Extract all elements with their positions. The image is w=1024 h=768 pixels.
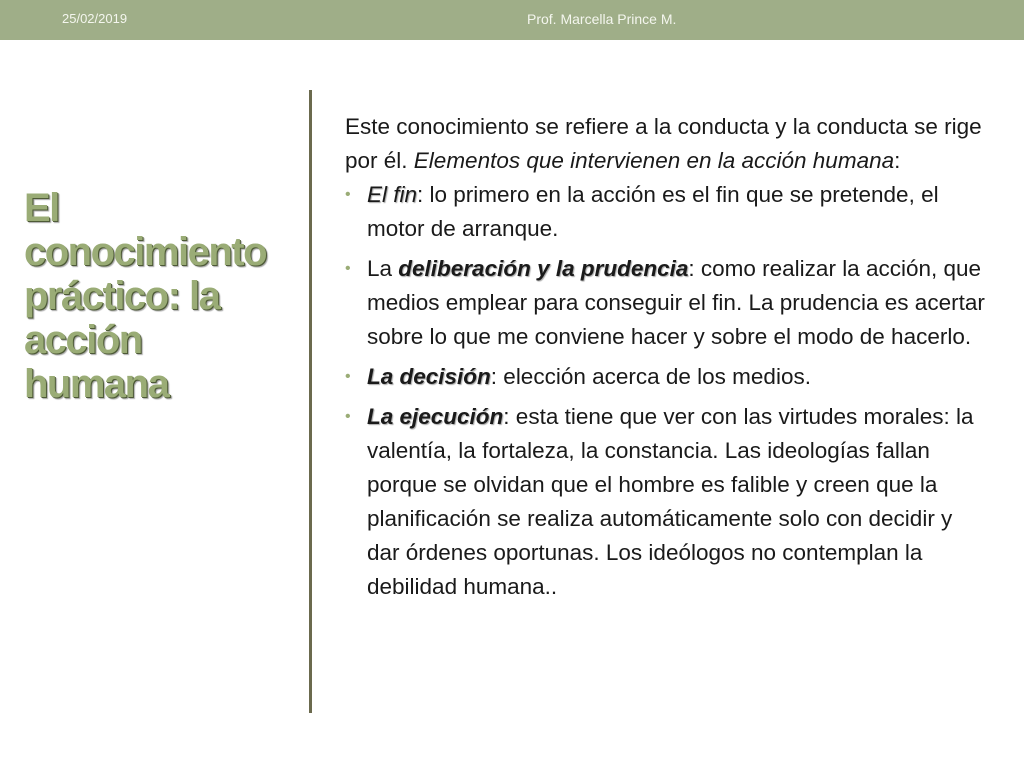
bullet-icon: • xyxy=(345,186,351,203)
title-part-1: El conocimiento práctico: xyxy=(24,186,267,318)
slide-title xyxy=(24,186,294,406)
bullet-term: La decisión xyxy=(367,364,491,389)
title-part-2: la acción humana xyxy=(24,274,220,406)
bullet-term: La ejecución xyxy=(367,404,504,429)
slide-author: Prof. Marcella Prince M. xyxy=(527,11,677,27)
bullet-item xyxy=(345,178,985,246)
bullet-text: : lo primero en la acción es el fin que se pretende, el motor de arranque. xyxy=(367,182,939,241)
bullet-term: El fin xyxy=(367,182,418,207)
slide-body xyxy=(345,110,985,604)
bullet-icon: • xyxy=(345,260,351,277)
bullet-text: : elección acerca de los medios. xyxy=(490,364,811,389)
bullet-list xyxy=(345,178,985,604)
vertical-divider xyxy=(309,90,312,713)
intro-suffix: : xyxy=(894,148,901,173)
bullet-term: deliberación y la prudencia xyxy=(398,256,689,281)
bullet-item xyxy=(345,360,985,394)
slide-date: 25/02/2019 xyxy=(62,11,128,26)
header-bar xyxy=(0,0,1024,40)
bullet-text: : como realizar la acción, que medios emplear para conseguir el fin. La prudencia es acertar sobre lo que me conviene hacer y sobre el modo de hacerlo. xyxy=(367,256,985,349)
intro-italic: Elementos que intervienen en la acción humana xyxy=(413,148,895,173)
bullet-item xyxy=(345,252,985,354)
intro-text: Este conocimiento se refiere a la conducta y la conducta se rige por él. xyxy=(345,114,982,173)
bullet-item xyxy=(345,400,985,604)
bullet-prefix: La xyxy=(367,256,399,281)
bullet-text: : esta tiene que ver con las virtudes morales: la valentía, la fortaleza, la constancia. Las ideologías fallan porque se olvidan que el hombre es falible y creen que la planificación se realiza automáticamente solo con decidir y dar órdenes oportunas. Los ideólogos no contemplan la debilidad humana.. xyxy=(367,404,974,599)
bullet-icon: • xyxy=(345,368,351,385)
intro-paragraph xyxy=(345,110,985,178)
bullet-icon: • xyxy=(345,408,351,425)
